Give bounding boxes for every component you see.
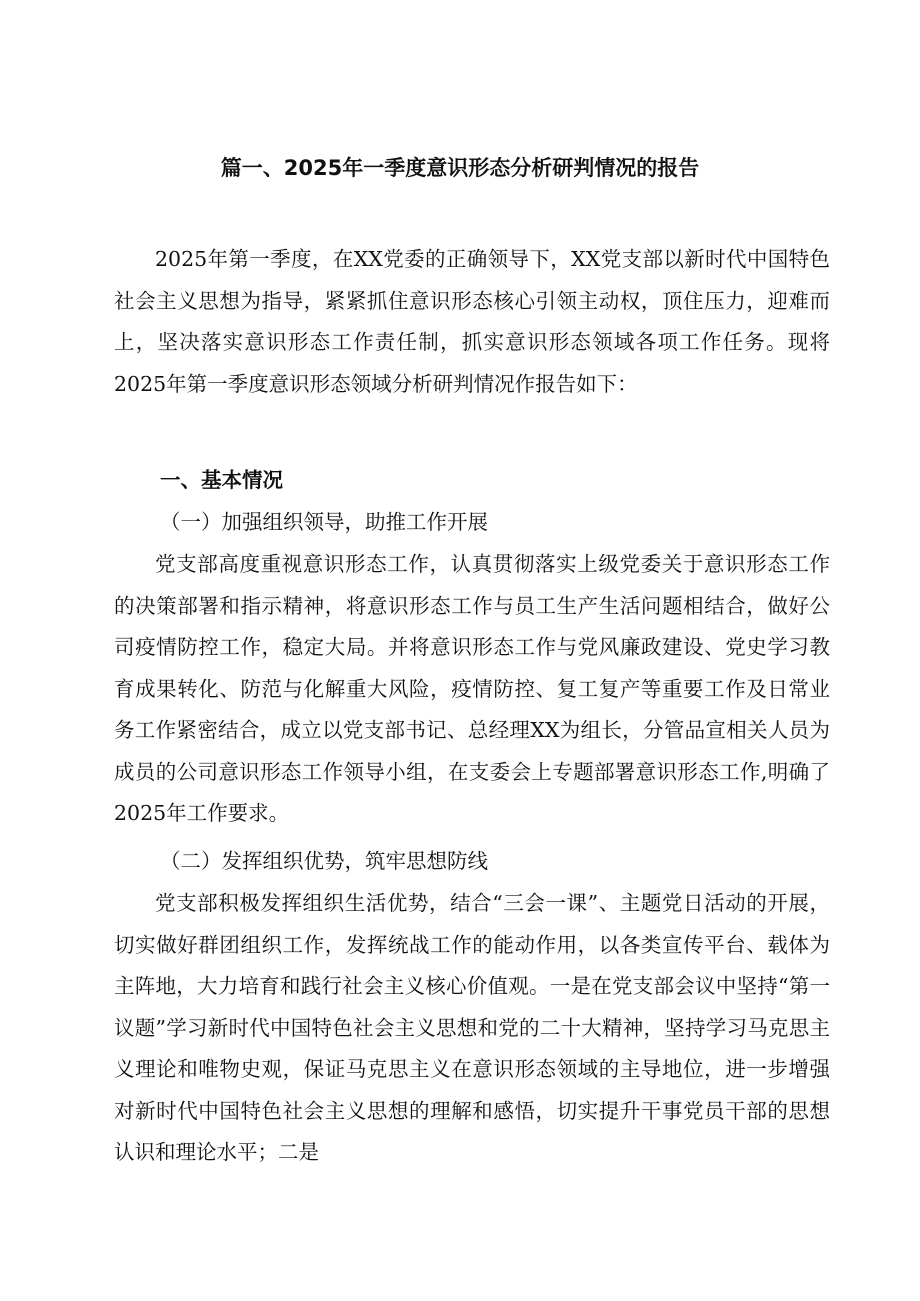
subsection-2-paragraph: 党支部积极发挥组织生活优势，结合“三会一课”、主题党日活动的开展，切实做好群团组织工作，发挥统战工作的能动作用，以各类宣传平台、载体为主阵地，大力培育和践行社会主义核心价值观。一是在党支部会议中坚持“第一议题”学习新时代中国特色社会主义思想和党的二十大精神，坚持学习马克思主义理论和唯物史观，保证马克思主义在意识形态领域的主导地位，进一步增强对新时代中国特色社会主义思想的理解和感悟，切实提升干事党员干部的思想认识和理论水平；二是 [114,891,830,1164]
document-title: 篇一、2025年一季度意识形态分析研判情况的报告 [220,156,700,180]
subsection-1-paragraph: 党支部高度重视意识形态工作，认真贯彻落实上级党委关于意识形态工作的决策部署和指示精神，将意识形态工作与员工生产生活问题相结合，做好公司疫情防控工作，稳定大局。并将意识形态工作与党风廉政建设、党史学习教育成果转化、防范与化解重大风险，疫情防控、复工复产等重要工作及日常业务工作紧密结合，成立以党支部书记、总经理XX为组长，分管品宣相关人员为成员的公司意识形态工作领导小组，在支委会上专题部署意识形态工作,明确了2025年工作要求。 [114,552,830,825]
subsection-heading-2: （二）发挥组织优势，筑牢思想防线 [160,849,488,873]
section-heading-basic-situation: 一、基本情况 [160,468,283,492]
intro-paragraph: 2025年第一季度，在XX党委的正确领导下，XX党支部以新时代中国特色社会主义思想为指导，紧紧抓住意识形态核心引领主动权，顶住压力，迎难而上，坚决落实意识形态工作责任制，抓实意识形态领域各项工作任务。现将2025年第一季度意识形态领域分析研判情况作报告如下： [114,247,830,396]
subsection-heading-1: （一）加强组织领导，助推工作开展 [160,510,488,534]
